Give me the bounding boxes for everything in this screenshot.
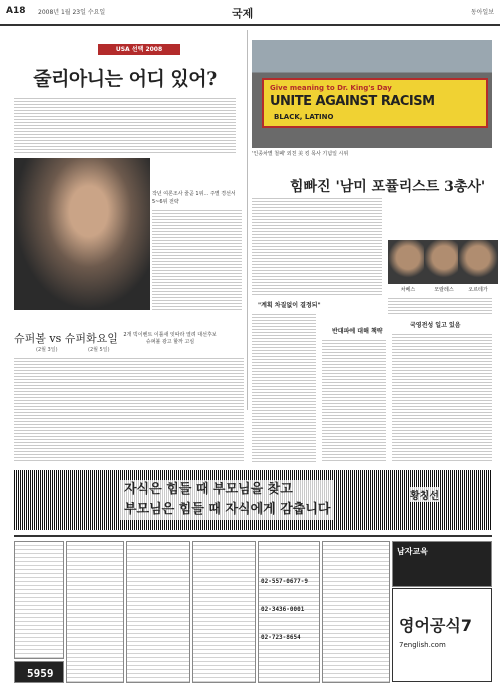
election-badge: USA 선택 2008	[98, 44, 180, 55]
ad-phone: 02-3436-0001	[261, 606, 305, 613]
photo-caption: 작년 여론조사 줄곧 1위… 주별 경선서 5~6위 전략	[152, 191, 236, 205]
sub-article-deck: 2개 빅이벤트 이틀새 잇따라 열려 대선후보 슈퍼볼 광고 할까 고심	[123, 332, 217, 345]
portrait-name: 차베스	[400, 287, 416, 293]
main-headline: 줄리아니는 어디 있어?	[33, 68, 217, 90]
article-body-text	[14, 356, 244, 462]
english-ad-title: 영어공식7	[399, 616, 472, 635]
ad-phone: 5959	[27, 667, 54, 680]
ad-brand: 남자교육	[397, 547, 428, 556]
portrait-photo	[458, 240, 498, 284]
sub-article-headline	[14, 330, 118, 346]
classified-ad	[126, 541, 190, 683]
classified-ad	[322, 541, 390, 683]
candidate-photo	[14, 158, 150, 310]
column-divider	[247, 30, 248, 410]
classified-ad	[392, 541, 492, 587]
classified-ad	[14, 661, 64, 683]
ad-phone: 02-723-8654	[261, 634, 301, 641]
english-ad-url: 7english.com	[399, 641, 446, 649]
article-body-text	[252, 196, 382, 296]
banner-text-2: UNITE AGAINST RACISM	[270, 94, 435, 109]
display-ad-copy	[120, 480, 334, 520]
section-title: 국제	[232, 7, 254, 20]
article-body-text	[152, 208, 242, 312]
banner-text-1: Give meaning to Dr. King's Day	[270, 84, 392, 92]
ad-line-1: 자식은 힘들 때 부모님을 찾고	[124, 482, 293, 497]
article-body-text	[322, 338, 386, 462]
english-school-ad	[392, 588, 492, 682]
sub-label-left: (2월 3일)	[36, 347, 58, 353]
page-number: A18	[6, 6, 26, 16]
publication-name: 동아일보	[470, 9, 494, 16]
portrait-name: 모랄레스	[434, 287, 454, 293]
second-headline: 힘빠진 '남미 포퓰리스트 3총사'	[290, 179, 486, 195]
ad-brand: 황칭선	[410, 487, 439, 502]
ad-line-2: 부모님은 힘들 때 자식에게 감춥니다	[124, 502, 331, 517]
article-subhead: 국영전성 일고 있음	[410, 322, 461, 329]
sub-headline-text: 슈퍼볼 vs 슈퍼화요일	[14, 332, 118, 345]
classified-ad	[14, 541, 64, 659]
issue-date: 2008년 1월 23일 수요일	[38, 9, 106, 16]
classified-ad	[66, 541, 124, 683]
banner-text-3: BLACK, LATINO	[274, 113, 334, 121]
portrait-photo	[388, 240, 428, 284]
protest-banner	[262, 78, 488, 128]
page-header	[0, 0, 500, 26]
article-body-text	[388, 296, 492, 316]
protest-caption: '인종차별 철폐' 외친 美 킹 목사 기념일 시위	[252, 151, 349, 157]
article-body-text	[392, 332, 492, 462]
article-body-text	[14, 96, 236, 154]
article-body-text	[252, 312, 316, 462]
article-subhead: "계획 차질없이 결정되"	[258, 302, 321, 309]
sub-label-right: (2월 5일)	[88, 347, 110, 353]
classified-ad	[258, 541, 320, 683]
classified-ad	[192, 541, 256, 683]
ad-phone: 02-557-0677-9	[261, 578, 308, 585]
article-subhead: 반대파에 대해 책략	[332, 328, 383, 335]
portrait-name: 오르테가	[468, 287, 488, 293]
